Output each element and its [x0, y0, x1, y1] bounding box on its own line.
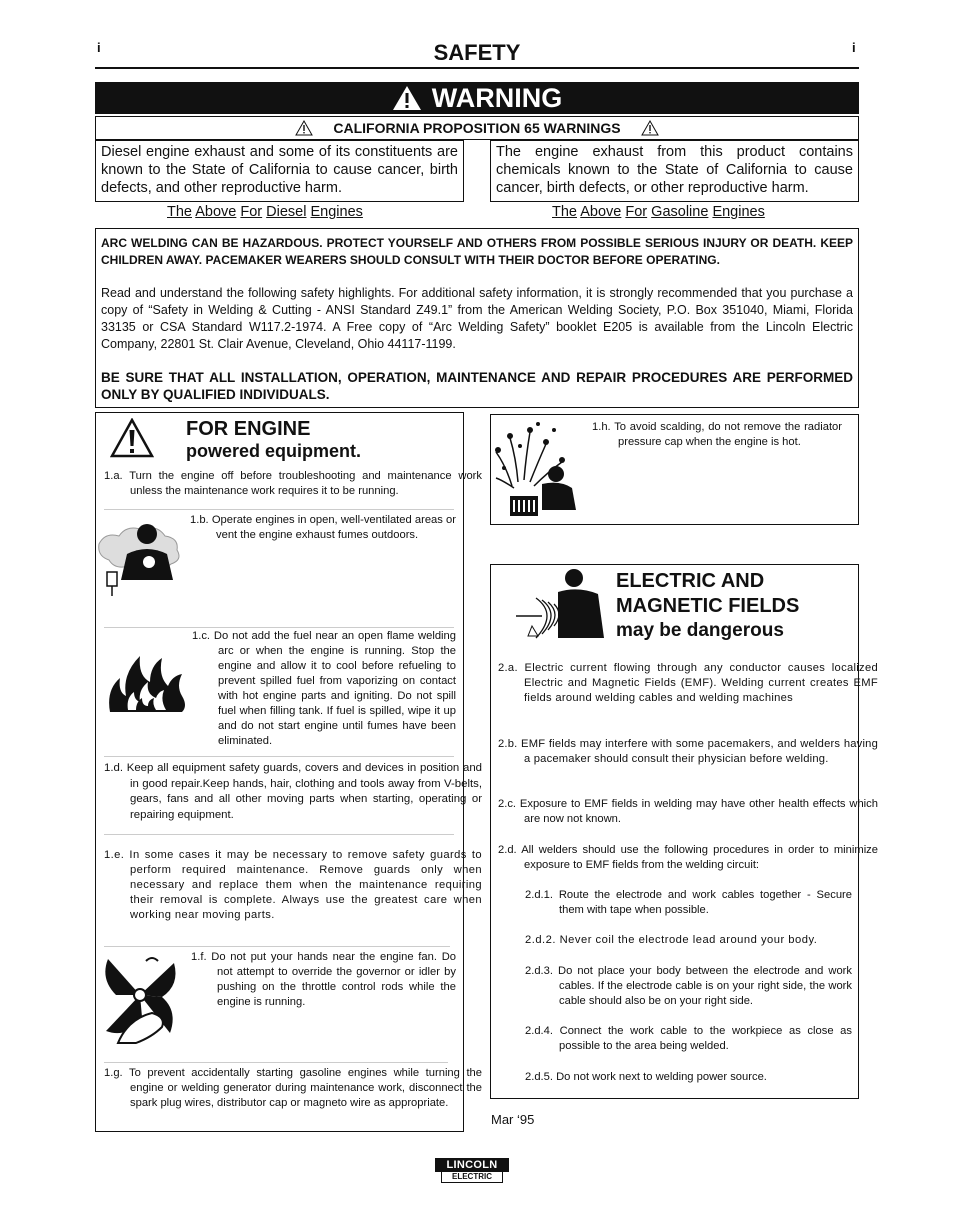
arc-body: Read and understand the following safety highlights. For additional safety information, it is strongly recommended that you purchase a copy of “Safety in Welding & Cutting - ANSI Standard Z49.1” from the American Welding Society, P.O. Box 351040, Miami, Florida 33135 or CSA Standard W117.2-1974. A Free copy of “Arc Welding Safety” booklet E205 is available from the Lincoln Electric Company, 22801 St. Clair Avenue, Cleveland, Ohio 44117-1199. — [101, 286, 853, 351]
item-2d5: 2.d.5. Do not work next to welding power source. — [525, 1071, 767, 1083]
caution-triangle-icon — [641, 120, 659, 136]
emf-heading-1: ELECTRIC AND — [616, 570, 765, 592]
page-number-right: i — [852, 40, 856, 55]
arc-intro: ARC WELDING CAN BE HAZARDOUS. PROTECT YOURSELF AND OTHERS FROM POSSIBLE SERIOUS INJURY OR DEATH. KEEP CHILDREN AWAY. PACEMAKER WEARERS SHOULD CONSULT WITH THEIR DOCTOR BEFORE OPERATING. — [101, 236, 853, 267]
item-2d4: 2.d.4. Connect the work cable to the workpiece as close as possible to the area being welded. — [525, 1025, 852, 1052]
warning-triangle-icon — [110, 418, 154, 458]
item-1h: 1.h. To avoid scalding, do not remove the radiator pressure cap when the engine is hot. — [592, 421, 842, 448]
item-2d3: 2.d.3. Do not place your body between the electrode and work cables. If the electrode cable is on your right side, the work cable should also be on your right side. — [525, 965, 852, 1007]
lincoln-electric-logo: LINCOLN ELECTRIC — [435, 1158, 509, 1184]
header-rule — [95, 67, 859, 69]
emf-welder-icon — [514, 566, 608, 642]
item-1g: 1.g. To prevent accidentally starting gasoline engines while turning the engine or welding generator during maintenance work, disconnect the spark plug wires, distributor cap or magneto wire as appropriate. — [104, 1067, 482, 1109]
item-1e: 1.e. In some cases it may be necessary to remove safety guards to perform required maintenance. Remove guards only when necessary and replace them when the maintenance requiring their removal is complete. Always use the greatest care when working near moving parts. — [104, 849, 482, 921]
flame-icon — [106, 644, 186, 714]
diesel-warning: Diesel engine exhaust and some of its constituents are known to the State of California to cause cancer, birth defects, and other reproductive harm. — [95, 140, 464, 202]
page-number-left: i — [97, 40, 101, 55]
item-1c: 1.c. Do not add the fuel near an open flame welding arc or when the engine is running. Stop the engine and allow it to cool before refueling to prevent spilled fuel from vaporizing on contact with hot engine parts and igniting. Do not spill fuel when filling tank. If fuel is spilled, wipe it up and do not start engine until fumes have been eliminated. — [192, 630, 456, 747]
emf-heading-3: may be dangerous — [616, 620, 784, 641]
item-2c: 2.c. Exposure to EMF fields in welding may have other health effects which are now not known. — [498, 798, 878, 825]
item-2b: 2.b. EMF fields may interfere with some pacemakers, and welders having a pacemaker should consult their physician before welding. — [498, 738, 878, 765]
warning-title: WARNING — [431, 82, 563, 113]
item-2d2: 2.d.2. Never coil the electrode lead around your body. — [525, 934, 818, 946]
warning-banner — [95, 82, 859, 114]
exhaust-fumes-icon — [97, 514, 183, 598]
engine-subheading: powered equipment. — [186, 441, 362, 461]
page-title: SAFETY — [433, 40, 521, 65]
caution-triangle-icon — [295, 120, 313, 136]
gasoline-warning: The engine exhaust from this product contains chemicals known to the State of California to cause cancer, birth defects, or other reproductive harm. — [490, 140, 859, 202]
california-title-bar — [95, 116, 859, 140]
emf-section — [490, 564, 859, 1099]
arc-qualified: BE SURE THAT ALL INSTALLATION, OPERATION, MAINTENANCE AND REPAIR PROCEDURES ARE PERFORMED ONLY BY QUALIFIED INDIVIDUALS. — [101, 370, 853, 402]
diesel-caption: The Above For Diesel Engines — [167, 204, 363, 220]
item-2d1: 2.d.1. Route the electrode and work cables together - Secure them with tape when possible. — [525, 889, 852, 916]
item-2d: 2.d. All welders should use the following procedures in order to minimize exposure to EMF fields from the welding circuit: — [498, 844, 878, 871]
revision-date: Mar ‘95 — [491, 1112, 535, 1127]
item-1f: 1.f. Do not put your hands near the engine fan. Do not attempt to override the governor or idler by pushing on the throttle control rods while the engine is running. — [191, 951, 456, 1008]
california-title: CALIFORNIA PROPOSITION 65 WARNINGS — [333, 120, 621, 136]
warning-triangle-icon — [392, 85, 422, 111]
radiator-scalding-icon — [492, 416, 584, 520]
emf-heading-2: MAGNETIC FIELDS — [616, 595, 800, 617]
item-1d: 1.d. Keep all equipment safety guards, covers and devices in position and in good repair.Keep hands, hair, clothing and tools away from V-belts, gears, fans and all other moving parts when starting, operating or repairing equipment. — [104, 762, 482, 821]
arc-welding-notice — [95, 228, 859, 408]
item-2a: 2.a. Electric current flowing through any conductor causes localized Electric and Magnetic Fields (EMF). Welding current creates EMF fields around welding cables and welding machines — [498, 662, 878, 704]
item-1b: 1.b. Operate engines in open, well-ventilated areas or vent the engine exhaust fumes outdoors. — [190, 514, 456, 541]
gasoline-caption: The Above For Gasoline Engines — [552, 204, 765, 220]
engine-heading: FOR ENGINE — [186, 418, 311, 440]
engine-fan-hand-icon — [98, 955, 182, 1045]
item-1a: 1.a. Turn the engine off before troubleshooting and maintenance work unless the maintenance work requires it to be running. — [104, 470, 482, 497]
